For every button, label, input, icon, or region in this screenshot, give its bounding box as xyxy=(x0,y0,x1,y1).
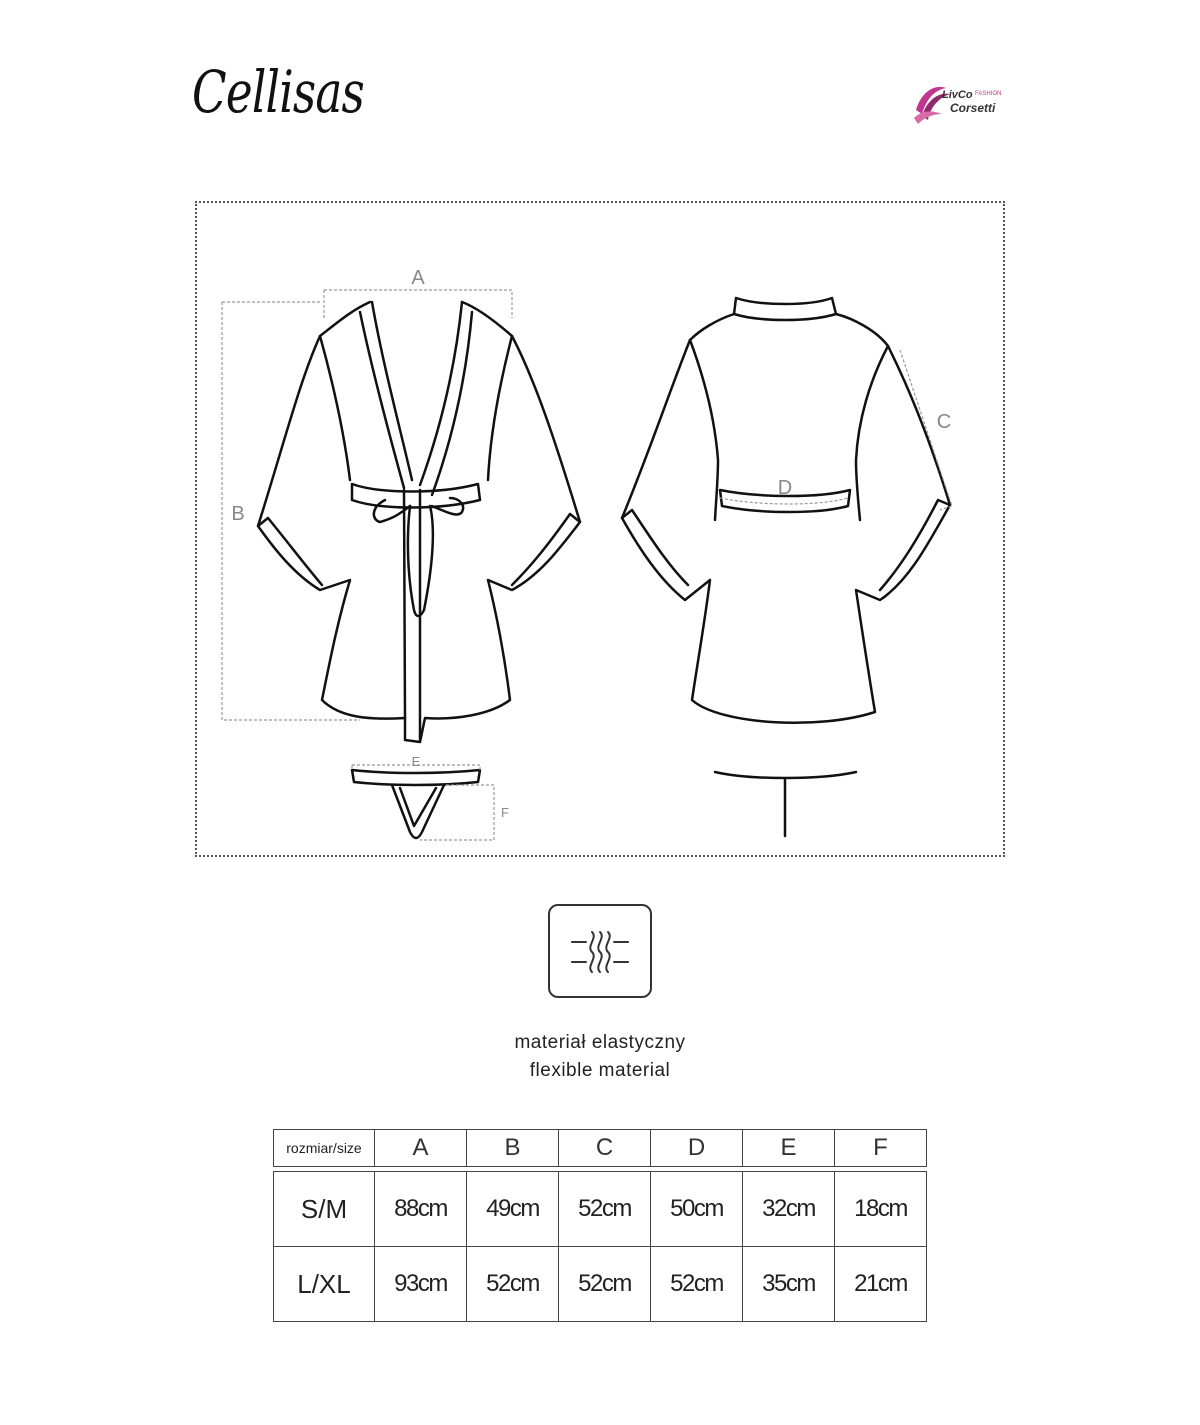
size-table xyxy=(273,1129,927,1322)
col-header-f: F xyxy=(835,1130,927,1167)
value-cell: 52cm xyxy=(559,1247,651,1322)
value-cell: 52cm xyxy=(651,1247,743,1322)
col-header-b: B xyxy=(467,1130,559,1167)
robe-front-outline xyxy=(258,302,580,742)
size-cell: L/XL xyxy=(274,1247,375,1322)
material-label-pl: materiał elastyczny xyxy=(514,1032,686,1053)
robe-back-outline xyxy=(622,298,950,723)
col-header-a: A xyxy=(375,1130,467,1167)
stretch-waves-icon xyxy=(548,904,652,998)
table-row xyxy=(274,1247,927,1322)
col-header-d: D xyxy=(651,1130,743,1167)
logo-text-fashion: FASHION xyxy=(975,91,1002,97)
value-cell: 50cm xyxy=(651,1172,743,1247)
brand-title: Cellisas xyxy=(192,58,364,126)
size-table-header xyxy=(274,1130,927,1167)
thong-back-outline xyxy=(715,772,856,836)
value-cell: 32cm xyxy=(743,1172,835,1247)
logo-text-corsetti: Corsetti xyxy=(950,101,996,115)
size-cell: S/M xyxy=(274,1172,375,1247)
thong-front-outline xyxy=(352,770,480,838)
table-row xyxy=(274,1172,927,1247)
dim-label-c: C xyxy=(936,411,952,433)
value-cell: 49cm xyxy=(467,1172,559,1247)
value-cell: 52cm xyxy=(467,1247,559,1322)
dim-label-f: F xyxy=(501,805,509,820)
dim-label-a: A xyxy=(411,267,425,289)
dim-label-b: B xyxy=(231,503,245,525)
size-table-corner: rozmiar/size xyxy=(274,1130,375,1167)
value-cell: 52cm xyxy=(559,1172,651,1247)
dim-label-d: D xyxy=(777,477,793,499)
logo-text-livco: LivCo xyxy=(942,89,973,101)
value-cell: 93cm xyxy=(375,1247,467,1322)
dim-label-e: E xyxy=(411,754,421,769)
value-cell: 18cm xyxy=(835,1172,927,1247)
value-cell: 35cm xyxy=(743,1247,835,1322)
col-header-c: C xyxy=(559,1130,651,1167)
value-cell: 21cm xyxy=(835,1247,927,1322)
value-cell: 88cm xyxy=(375,1172,467,1247)
col-header-e: E xyxy=(743,1130,835,1167)
material-label-en: flexible material xyxy=(529,1060,671,1081)
